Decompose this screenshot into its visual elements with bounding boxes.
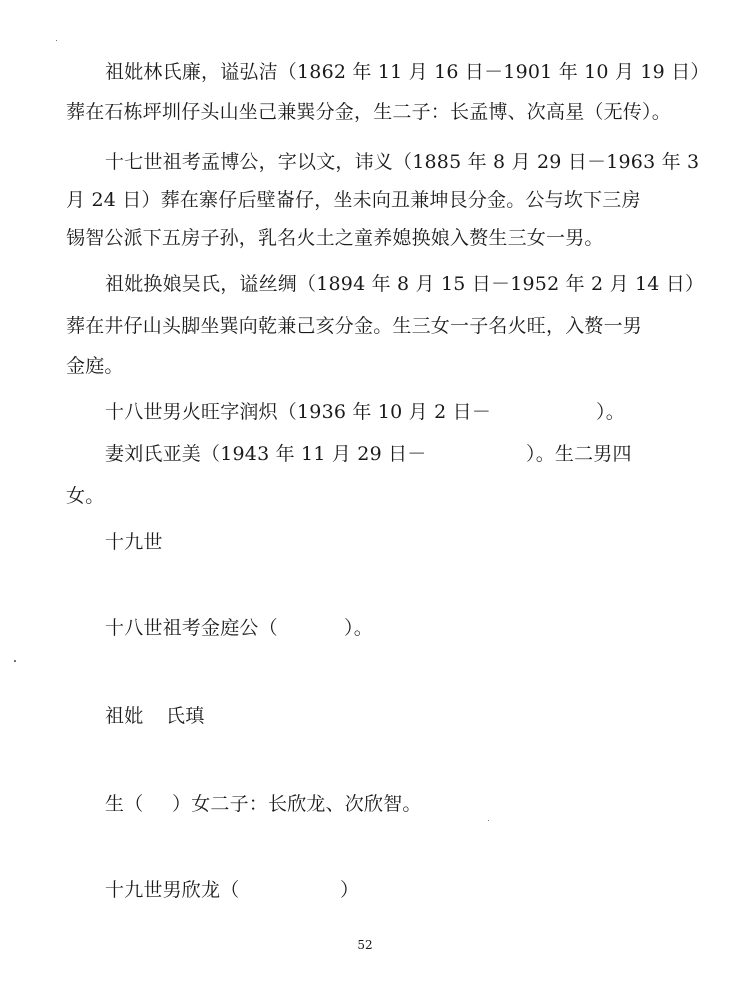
text-line: 女。 xyxy=(66,485,105,507)
text-line: ） xyxy=(340,879,360,901)
text-line: ）。 xyxy=(596,401,625,423)
text-line: 十九世男欣龙（ xyxy=(105,879,240,901)
page-number: 52 xyxy=(357,938,373,952)
text-line: 十九世 xyxy=(105,531,163,553)
text-line: ）女二子：长欣龙、次欣智。 xyxy=(172,793,422,815)
text-line: ）。 xyxy=(344,617,373,639)
text-line: 十八世祖考金庭公（ xyxy=(105,617,278,639)
text-line: ）。生二男四 xyxy=(526,443,632,465)
text-line: 生（ xyxy=(105,793,144,815)
text-line: 锡智公派下五房子孙，乳名火土之童养媳换娘入赘生三女一男。 xyxy=(66,227,604,249)
scan-speck xyxy=(14,660,16,662)
text-line: 十八世男火旺字润炽（1936 年 10 月 2 日－ xyxy=(105,401,492,423)
text-line: 祖妣林氏廉，谥弘洁（1862 年 11 月 16 日－1901 年 10 月 19 日） xyxy=(105,61,710,83)
scan-speck xyxy=(488,820,489,821)
text-line: 祖妣换娘吴氏，谥丝绸（1894 年 8 月 15 日－1952 年 2 月 14 日） xyxy=(105,273,705,295)
text-line: 葬在石栋坪圳仔头山坐己兼巽分金，生二子：长孟博、次高星（无传）。 xyxy=(66,101,671,123)
text-line: 葬在井仔山头脚坐巽向乾兼己亥分金。生三女一子名火旺，入赘一男 xyxy=(66,315,643,337)
text-line: 氏瑱 xyxy=(166,705,205,727)
scan-speck xyxy=(56,40,57,41)
text-line: 祖妣 xyxy=(105,705,144,727)
text-line: 金庭。 xyxy=(66,355,124,377)
text-line: 妻刘氏亚美（1943 年 11 月 29 日－ xyxy=(105,443,427,465)
text-line: 十七世祖考孟博公，字以文，讳义（1885 年 8 月 29 日－1963 年 3 xyxy=(105,151,700,173)
text-line: 月 24 日）葬在寨仔后壁崙仔，坐未向丑兼坤艮分金。公与坎下三房 xyxy=(66,189,641,211)
